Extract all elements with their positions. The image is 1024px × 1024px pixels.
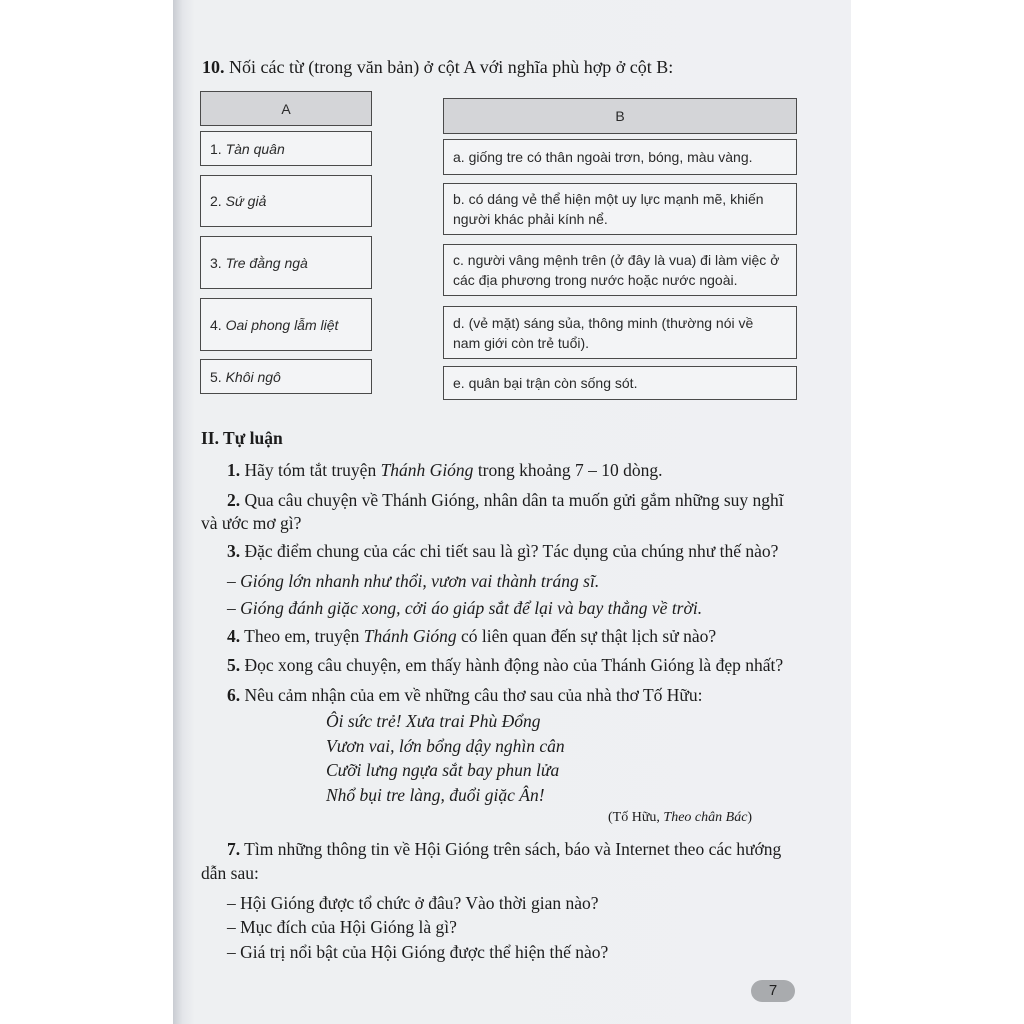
poem-line: Ôi sức trẻ! Xưa trai Phù Đổng (326, 711, 541, 731)
poem-line: Nhổ bụi tre làng, đuổi giặc Ân! (326, 784, 545, 805)
term: Khôi ngô (225, 368, 281, 385)
essay-question-7: 7. Tìm những thông tin về Hội Gióng trên sách, báo và Internet theo các hướng (227, 839, 782, 859)
essay-question-5: 5. Đọc xong câu chuyện, em thấy hành động nào của Thánh Gióng là đẹp nhất? (227, 655, 784, 675)
definition: a. giống tre có thân ngoài trơn, bóng, màu vàng. (453, 149, 753, 165)
detail-1: – Gióng lớn nhanh như thổi, vươn vai thành tráng sĩ. (227, 571, 600, 591)
column-a-item-2: 2. Sứ giả (200, 175, 372, 227)
essay-question-6: 6. Nêu cảm nhận của em về những câu thơ sau của nhà thơ Tố Hữu: (227, 685, 703, 705)
term: Tre đằng ngà (225, 254, 308, 271)
essay-question-3: 3. Đặc điểm chung của các chi tiết sau là gì? Tác dụng của chúng như thế nào? (227, 541, 779, 561)
term: Tàn quân (225, 140, 285, 157)
essay-question-1: 1. Hãy tóm tắt truyện Thánh Gióng trong khoảng 7 – 10 dòng. (227, 460, 663, 480)
poem (326, 709, 565, 807)
column-a-item-4: 4. Oai phong lẫm liệt (200, 298, 372, 351)
poem-line: Cưỡi lưng ngựa sắt bay phun lửa (326, 760, 560, 780)
column-b-item-b: b. có dáng vẻ thể hiện một uy lực mạnh mẽ, khiến người khác phải kính nể. (443, 183, 797, 235)
column-b-item-e (443, 366, 797, 400)
term: Sứ giả (225, 193, 267, 209)
column-b-label: B (615, 108, 625, 124)
poem-line: Vươn vai, lớn bổng dậy nghìn cân (326, 735, 565, 756)
column-b-item-c: c. người vâng mệnh trên (ở đây là vua) đi làm việc ở các địa phương trong nước hoặc nước ngoài. (443, 244, 797, 296)
detail-2: – Gióng đánh giặc xong, cởi áo giáp sắt để lại và bay thẳng về trời. (227, 598, 703, 618)
page-number-badge: 7 (751, 980, 795, 1002)
question-text: Nối các từ (trong văn bản) ở cột A với nghĩa phù hợp ở cột B: (229, 57, 674, 77)
column-b-item-a (443, 139, 797, 175)
poem-citation: (Tố Hữu, Theo chân Bác) (608, 810, 753, 825)
essay-question-2-cont: và ước mơ gì? (201, 513, 302, 533)
question-number: 10. (202, 57, 225, 77)
guide-bullet-1: – Hội Gióng được tổ chức ở đâu? Vào thời gian nào? (227, 893, 599, 913)
book-page (173, 0, 851, 1024)
guide-bullet-3: – Giá trị nổi bật của Hội Gióng được thể hiện thế nào? (227, 942, 609, 962)
essay-question-7-cont: dẫn sau: (201, 863, 259, 883)
definition: e. quân bại trận còn sống sót. (453, 375, 638, 391)
column-b-item-d: d. (vẻ mặt) sáng sủa, thông minh (thường nói về nam giới còn trẻ tuổi). (443, 306, 797, 359)
guide-bullet-2: – Mục đích của Hội Gióng là gì? (227, 917, 457, 937)
column-b-header (443, 98, 797, 134)
column-a-label: A (281, 100, 291, 117)
section-title: II. Tự luận (201, 428, 283, 448)
essay-question-4: 4. Theo em, truyện Thánh Gióng có liên quan đến sự thật lịch sử nào? (227, 626, 717, 646)
column-a-item-5: 5. Khôi ngô (200, 359, 372, 394)
essay-question-2: 2. Qua câu chuyện về Thánh Gióng, nhân dân ta muốn gửi gắm những suy nghĩ (227, 490, 784, 510)
question-10-prompt (202, 57, 673, 78)
column-a-header (200, 91, 372, 126)
term: Oai phong lẫm liệt (225, 316, 339, 333)
column-a-item-1: 1. Tàn quân (200, 131, 372, 166)
column-a-item-3: 3. Tre đằng ngà (200, 236, 372, 289)
